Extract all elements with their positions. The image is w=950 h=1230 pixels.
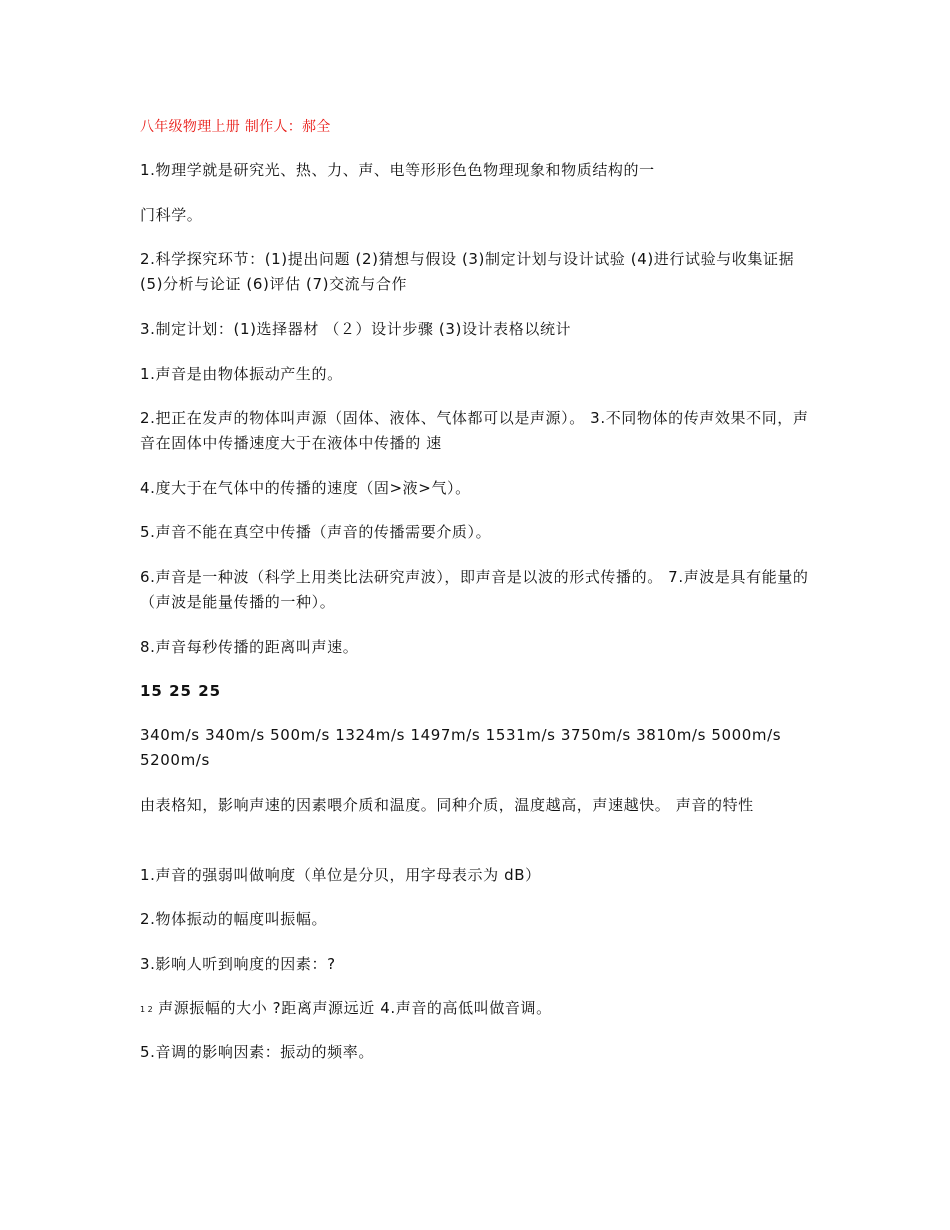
characteristic-5: 5.音调的影响因素：振动的频率。 xyxy=(140,1043,374,1061)
document-title: 八年级物理上册 制作人：郝全 xyxy=(140,119,331,135)
characteristic-1: 1.声音的强弱叫做响度（单位是分贝，用字母表示为 dB） xyxy=(140,866,541,884)
small-numbering: 1 2 xyxy=(140,1005,153,1014)
sound-point-4: 4.度大于在气体中的传播的速度（固>液>气）。 xyxy=(140,479,471,497)
speed-conclusion: 由表格知，影响声速的因素喂介质和温度。同种介质，温度越高，声速越快。 声音的特性 xyxy=(140,796,754,814)
characteristic-4-text: 声源振幅的大小 ?距离声源远近 4.声音的高低叫做音调。 xyxy=(158,999,552,1017)
sound-point-8: 8.声音每秒传播的距离叫声速。 xyxy=(140,638,359,656)
paragraph-1-line-2: 门科学。 xyxy=(140,206,203,224)
speed-values: 340m/s 340m/s 500m/s 1324m/s 1497m/s 1531m/s 3750m/s 3810m/s 5000m/s 5200m/s xyxy=(140,726,782,769)
paragraph-3: 3.制定计划：(1)选择器材 （２）设计步骤 (3)设计表格以统计 xyxy=(140,320,572,338)
document-page xyxy=(140,0,820,1230)
sound-point-6: 6.声音是一种波（科学上用类比法研究声波），即声音是以波的形式传播的。 7.声波是具有能量的（声波是能量传播的一种）。 xyxy=(140,568,809,611)
temperature-values: 15 25 25 xyxy=(140,682,222,700)
characteristic-4-line xyxy=(140,996,820,1022)
paragraph-1-line-1: 1.物理学就是研究光、热、力、声、电等形形色色物理现象和物质结构的一 xyxy=(140,161,655,179)
sound-point-2: 2.把正在发声的物体叫声源（固体、液体、气体都可以是声源）。 3.不同物体的传声效果不同，声音在固体中传播速度大于在液体中传播的 速 xyxy=(140,409,809,452)
characteristic-3: 3.影响人听到响度的因素：? xyxy=(140,955,336,973)
sound-point-1: 1.声音是由物体振动产生的。 xyxy=(140,365,343,383)
sound-point-5: 5.声音不能在真空中传播（声音的传播需要介质）。 xyxy=(140,523,492,541)
characteristic-2: 2.物体振动的幅度叫振幅。 xyxy=(140,910,328,928)
paragraph-2: 2.科学探究环节：(1)提出问题 (2)猜想与假设 (3)制定计划与设计试验 (4)进行试验与收集证据 (5)分析与论证 (6)评估 (7)交流与合作 xyxy=(140,250,795,293)
